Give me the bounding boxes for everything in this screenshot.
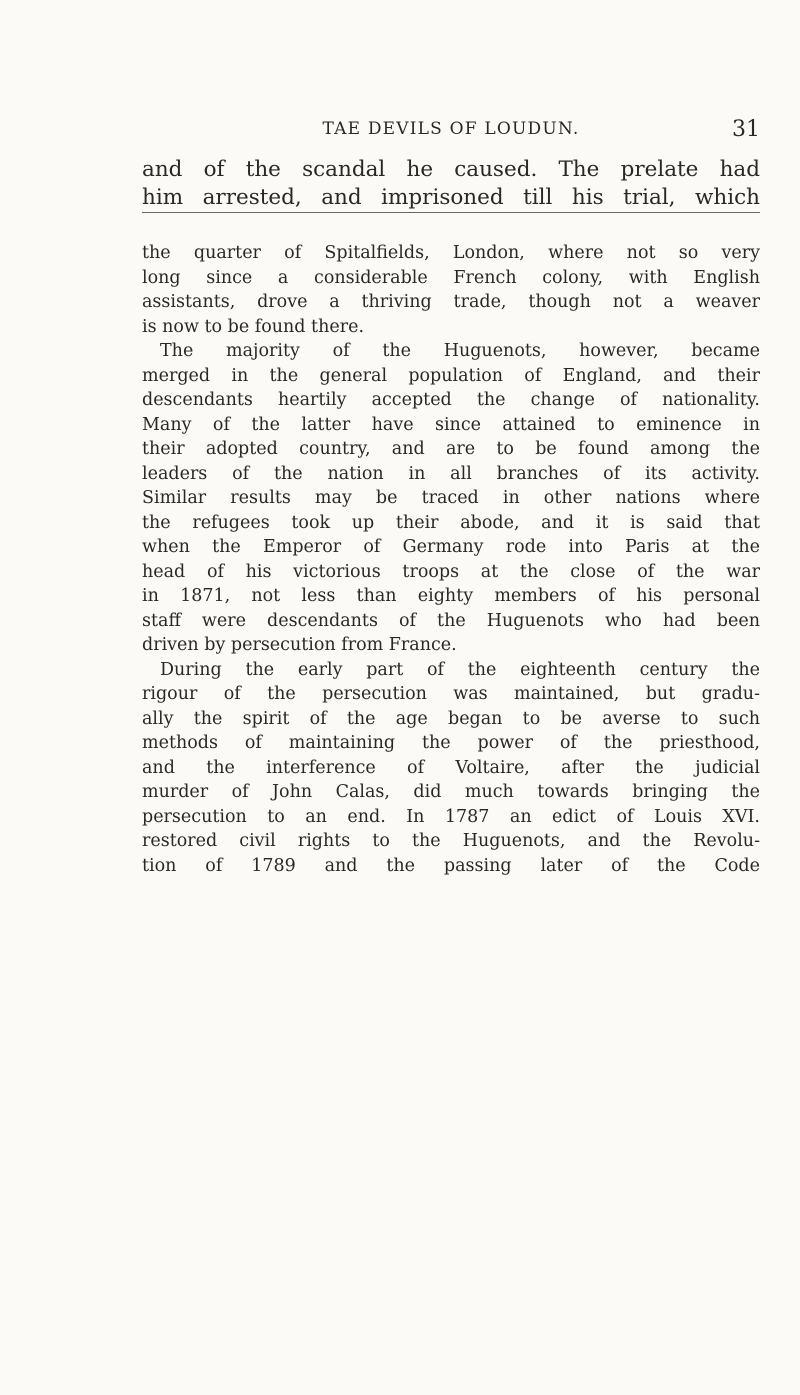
footnote-line: tion of 1789 and the passing later of the Code	[142, 855, 760, 876]
footnote-line: persecution to an end. In 1787 an edict of Louis XVI.	[142, 806, 760, 827]
footnote-line: the refugees took up their abode, and it is said that	[142, 512, 760, 533]
footnote-line: Similar results may be traced in other nations where	[142, 488, 760, 508]
footnote-line: their adopted country, and are to be found among the	[142, 439, 760, 459]
footnote-line: murder of John Calas, did much towards bringing the	[142, 782, 760, 802]
footnote-line: in 1871, not less than eighty members of his personal	[142, 586, 760, 606]
footnote-line: driven by persecution from France.	[142, 635, 457, 655]
footnote-line: During the early part of the eighteenth century the	[160, 659, 760, 680]
footnote-line: long since a considerable French colony, with English	[142, 267, 760, 288]
footnote-line: head of his victorious troops at the close of the war	[142, 561, 760, 582]
main-text-line: and of the scandal he caused. The prelate had	[142, 157, 760, 182]
running-title: TAE DEVILS OF LOUDUN.	[322, 119, 580, 139]
footnote-line: methods of maintaining the power of the priesthood,	[142, 733, 760, 753]
footnote-line: rigour of the persecution was maintained, but gradu-	[142, 684, 760, 704]
footnote-line: when the Emperor of Germany rode into Paris at the	[142, 537, 760, 557]
footnote-line: and the interference of Voltaire, after the judicial	[142, 757, 760, 778]
footnote-line: ally the spirit of the age began to be averse to such	[142, 708, 760, 729]
footnote-line: the quarter of Spitalfields, London, where not so very	[142, 243, 760, 263]
footnote-line: descendants heartily accepted the change of nationality.	[142, 390, 760, 410]
footnote-line: leaders of the nation in all branches of its activity.	[142, 463, 760, 484]
footnote-line: is now to be found there.	[142, 316, 365, 337]
footnote-line: merged in the general population of England, and their	[142, 365, 760, 386]
footnote-line: staff were descendants of the Huguenots who had been	[142, 610, 760, 631]
footnote-divider	[142, 212, 760, 213]
footnote-line: restored civil rights to the Huguenots, and the Revolu-	[142, 831, 760, 851]
main-text-line: him arrested, and imprisoned till his trial, which	[142, 185, 760, 210]
footnote-line: The majority of the Huguenots, however, became	[160, 341, 760, 361]
main-text	[142, 156, 760, 212]
footnote-line: Many of the latter have since attained to eminence in	[142, 414, 760, 435]
footnote	[142, 241, 760, 878]
footnote-line: assistants, drove a thriving trade, though not a weaver	[142, 292, 760, 312]
page-number: 31	[732, 117, 760, 142]
running-head	[142, 117, 760, 147]
